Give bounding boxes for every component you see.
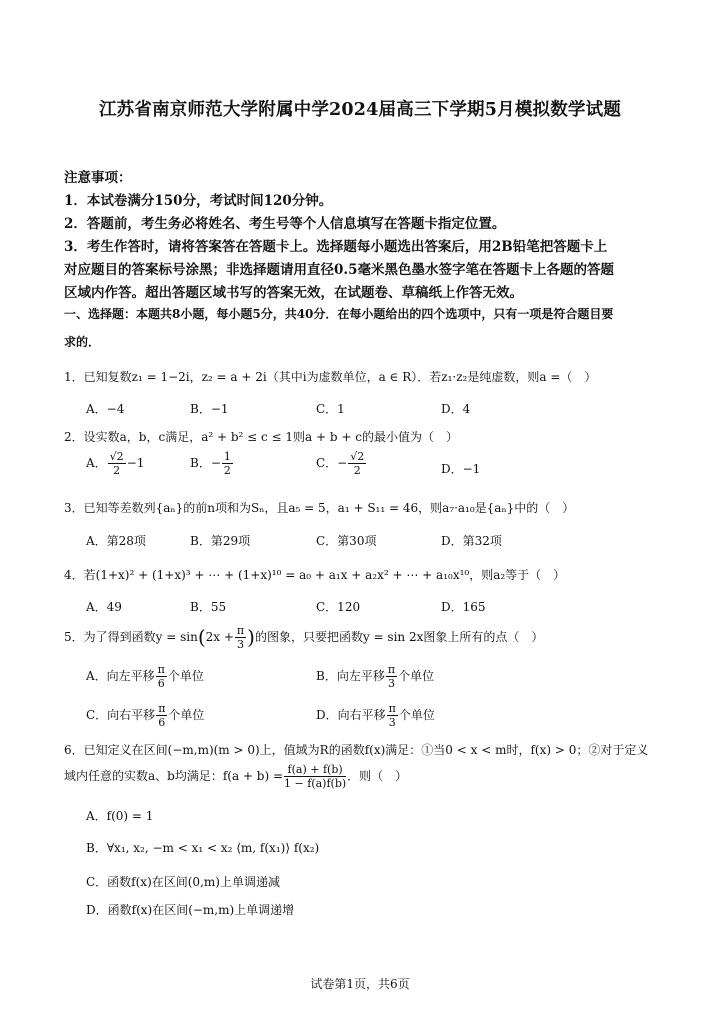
fraction-denominator: 2 bbox=[353, 464, 361, 477]
notice-item-3-cont-1: 对应题目的答案标号涂黑；非选择题请用直径0.5毫米黑色墨水签字笔在答题卡上各题的答题 bbox=[64, 262, 614, 278]
option-a-fraction bbox=[108, 451, 126, 476]
option-unit: 个单位 bbox=[167, 669, 204, 683]
question-3-option-b[interactable]: B．第29项 bbox=[190, 534, 251, 548]
question-1-option-b[interactable]: B．−1 bbox=[190, 402, 229, 416]
fraction-numerator: 1 bbox=[223, 450, 231, 463]
option-fraction bbox=[386, 664, 397, 689]
fraction-numerator: π bbox=[236, 624, 245, 637]
page-footer: 试卷第1页，共6页 bbox=[310, 977, 410, 991]
option-fraction bbox=[156, 664, 167, 689]
option-b-label: B．− bbox=[190, 456, 221, 470]
option-a-tail: −1 bbox=[126, 456, 145, 470]
option-unit: 个单位 bbox=[398, 708, 435, 722]
question-4-option-c[interactable]: C．120 bbox=[316, 600, 361, 614]
question-6-text-cont bbox=[64, 764, 407, 789]
right-paren: ) bbox=[247, 625, 255, 649]
question-3-option-d[interactable]: D．第32项 bbox=[441, 534, 502, 548]
question-6-option-b[interactable]: B．∀x₁, x₂, −m < x₁ < x₂ ⟨m, f(x₁)⟩ f(x₂) bbox=[86, 841, 320, 855]
question-4-text: 4．若(1+x)² + (1+x)³ + ⋯ + (1+x)¹⁰ = a₀ + a₁x + a₂x² + ⋯ + a₁₀x¹⁰，则a₂等于（ ） bbox=[64, 568, 566, 582]
question-6-option-a[interactable]: A．f(0) = 1 bbox=[86, 809, 154, 823]
option-fraction bbox=[156, 703, 167, 728]
question-5-option-b[interactable] bbox=[316, 664, 434, 689]
fraction-numerator: √2 bbox=[109, 450, 124, 463]
option-c-label: C．− bbox=[316, 456, 348, 470]
notice-heading: 注意事项： bbox=[64, 170, 132, 186]
question-4-option-d[interactable]: D．165 bbox=[441, 600, 486, 614]
question-2-option-a[interactable] bbox=[86, 451, 144, 476]
fraction-numerator: f(a) + f(b) bbox=[284, 764, 346, 777]
question-2-option-b[interactable] bbox=[190, 451, 234, 476]
question-6-post: ．则（ ） bbox=[347, 769, 408, 783]
question-5-fraction bbox=[235, 625, 246, 650]
question-2-option-c[interactable] bbox=[316, 451, 367, 476]
question-2-option-d[interactable]: D．−1 bbox=[441, 462, 481, 476]
notice-item-2: 2．答题前，考生务必将姓名、考生号等个人信息填写在答题卡指定位置。 bbox=[64, 216, 506, 232]
option-b-fraction bbox=[222, 451, 233, 476]
fraction-numerator: π bbox=[387, 663, 396, 676]
fraction-denominator: 2 bbox=[113, 464, 121, 477]
question-5-option-a[interactable] bbox=[86, 664, 204, 689]
fraction-denominator: 3 bbox=[237, 638, 245, 651]
section-heading: 一、选择题：本题共8小题，每小题5分，共40分．在每小题给出的四个选项中，只有一项是符合题目要 bbox=[64, 307, 614, 321]
exam-title: 江苏省南京师范大学附属中学2024届高三下学期5月模拟数学试题 bbox=[98, 100, 622, 120]
option-a-label: A． bbox=[86, 456, 107, 470]
question-1-option-d[interactable]: D．4 bbox=[441, 402, 471, 416]
fraction-denominator: 6 bbox=[158, 716, 166, 729]
question-5-pre: 5．为了得到函数y = sin bbox=[64, 630, 198, 644]
option-label: B．向左平移 bbox=[316, 669, 385, 683]
question-4-option-a[interactable]: A．49 bbox=[86, 600, 122, 614]
question-1-option-c[interactable]: C．1 bbox=[316, 402, 345, 416]
fraction-numerator: π bbox=[157, 663, 165, 676]
question-5-text bbox=[64, 625, 543, 650]
question-4-option-b[interactable]: B．55 bbox=[190, 600, 227, 614]
left-paren: ( bbox=[197, 625, 206, 649]
question-5-inner: 2x + bbox=[205, 630, 234, 644]
question-6-option-d[interactable]: D．函数f(x)在区间(−m,m)上单调递增 bbox=[86, 903, 295, 917]
question-6-text: 6．已知定义在区间(−m,m)(m > 0)上，值域为R的函数f(x)满足：①当0 < x < m时，f(x) > 0；②对于定义 bbox=[64, 743, 649, 757]
question-6-option-c[interactable]: C．函数f(x)在区间(0,m)上单调递减 bbox=[86, 875, 280, 889]
fraction-denominator: 6 bbox=[157, 677, 165, 690]
option-unit: 个单位 bbox=[168, 708, 205, 722]
question-3-option-a[interactable]: A．第28项 bbox=[86, 534, 146, 548]
question-6-fraction bbox=[284, 764, 346, 789]
fraction-numerator: π bbox=[388, 702, 396, 715]
notice-item-3: 3．考生作答时，请将答案答在答题卡上。选择题每小题选出答案后，用2B铅笔把答题卡上 bbox=[64, 239, 608, 255]
question-1-option-a[interactable]: A．−4 bbox=[86, 402, 125, 416]
question-2-text: 2．设实数a，b，c满足，a² + b² ≤ c ≤ 1则a + b + c的最小值为（ ） bbox=[64, 430, 458, 444]
option-label: D．向右平移 bbox=[316, 708, 386, 722]
option-c-fraction bbox=[348, 451, 366, 476]
question-5-post: 的图象，只要把函数y = sin 2x图象上所有的点（ ） bbox=[254, 630, 544, 644]
question-1-text: 1．已知复数z₁ = 1−2i，z₂ = a + 2i（其中i为虚数单位，a ∈ R）．若z₁·z₂是纯虚数，则a =（ ） bbox=[64, 370, 597, 384]
fraction-denominator: 3 bbox=[388, 716, 396, 729]
notice-item-1: 1．本试卷满分150分，考试时间120分钟。 bbox=[64, 193, 333, 209]
fraction-denominator: 2 bbox=[223, 464, 231, 477]
option-label: A．向左平移 bbox=[86, 669, 155, 683]
question-3-text: 3．已知等差数列{aₙ}的前n项和为Sₙ，且a₅ = 5，a₁ + S₁₁ = 46，则a₇·a₁₀是{aₙ}中的（ ） bbox=[64, 501, 575, 515]
option-fraction bbox=[387, 703, 398, 728]
question-6-pre: 域内任意的实数a、b均满足：f(a + b) = bbox=[64, 769, 284, 783]
section-heading-cont: 求的． bbox=[64, 335, 101, 349]
fraction-denominator: 3 bbox=[387, 677, 395, 690]
notice-item-3-cont-2: 区域内作答。超出答题区域书写的答案无效，在试题卷、草稿纸上作答无效。 bbox=[64, 285, 523, 301]
option-unit: 个单位 bbox=[398, 669, 435, 683]
option-label: C．向右平移 bbox=[86, 708, 156, 722]
question-5-option-d[interactable] bbox=[316, 703, 435, 728]
question-5-option-c[interactable] bbox=[86, 703, 204, 728]
fraction-numerator: π bbox=[158, 702, 166, 715]
fraction-numerator: √2 bbox=[350, 450, 365, 463]
fraction-denominator: 1 − f(a)f(b) bbox=[284, 777, 347, 790]
question-3-option-c[interactable]: C．第30项 bbox=[316, 534, 377, 548]
